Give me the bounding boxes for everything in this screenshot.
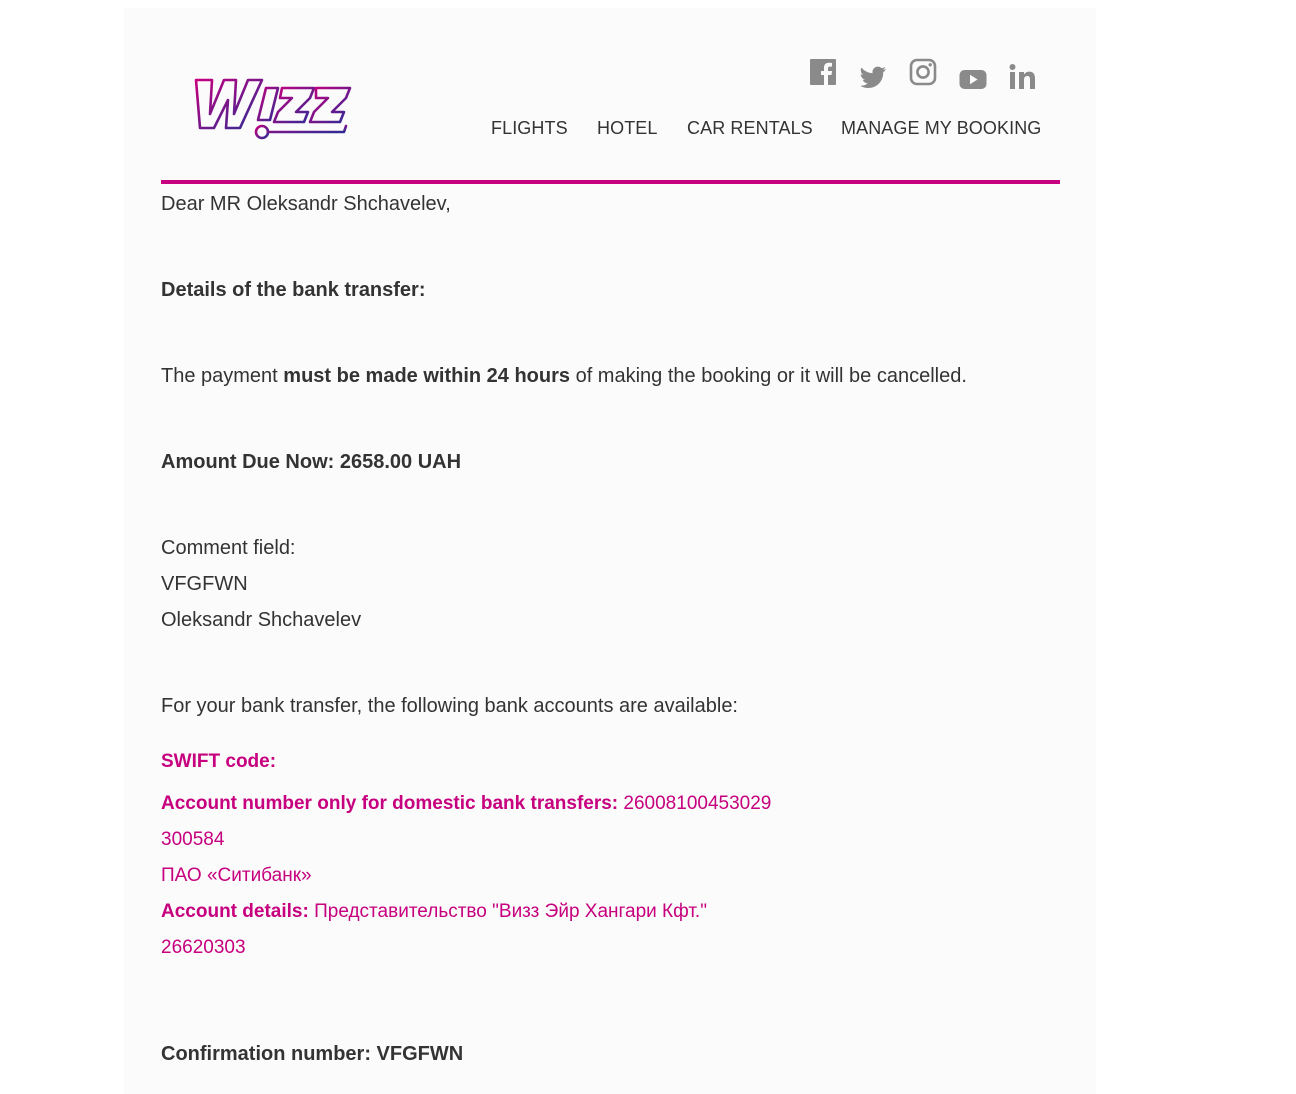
twitter-icon[interactable] xyxy=(859,62,887,92)
nav-car-rentals[interactable]: CAR RENTALS xyxy=(687,118,813,138)
nav-hotel[interactable]: HOTEL xyxy=(597,118,658,138)
comment-code: VFGFWN xyxy=(161,573,248,595)
instagram-icon[interactable] xyxy=(909,58,937,88)
accounts-intro: For your bank transfer, the following bank accounts are available: xyxy=(161,695,738,717)
swift-label: SWIFT code: xyxy=(161,751,277,772)
payment-notice-pre: The payment xyxy=(161,365,284,387)
account-details-value: Представительство "Визз Эйр Хангари Кфт." xyxy=(308,901,707,922)
confirmation-number: Confirmation number: VFGFWN xyxy=(161,1043,464,1065)
wizz-logo[interactable] xyxy=(190,66,360,146)
account-details-label: Account details: xyxy=(161,901,309,922)
account-number xyxy=(161,792,771,816)
account-number-value: 26008100453029 xyxy=(618,793,772,814)
payment-notice-post: of making the booking or it will be cancelled. xyxy=(570,365,967,387)
payment-deadline: must be made within 24 hours xyxy=(283,365,571,387)
account-details xyxy=(161,900,707,924)
header-divider xyxy=(161,180,1060,184)
linkedin-icon[interactable] xyxy=(1009,62,1037,92)
facebook-icon[interactable] xyxy=(809,58,837,88)
details-heading: Details of the bank transfer: xyxy=(161,279,426,301)
nav-manage-my-booking[interactable]: MANAGE MY BOOKING xyxy=(841,118,1042,138)
bank-code: 300584 xyxy=(161,829,225,850)
greeting: Dear MR Oleksandr Shchavelev, xyxy=(161,193,451,215)
comment-label: Comment field: xyxy=(161,537,296,559)
payment-notice xyxy=(161,364,967,388)
nav-flights[interactable]: FLIGHTS xyxy=(491,118,568,138)
amount-due: Amount Due Now: 2658.00 UAH xyxy=(161,451,462,473)
account-number-label: Account number only for domestic bank transfers: xyxy=(161,793,619,814)
comment-name: Oleksandr Shchavelev xyxy=(161,609,362,631)
youtube-icon[interactable] xyxy=(959,64,987,94)
bank-name: ПАО «Ситибанк» xyxy=(161,865,312,886)
account-details-code: 26620303 xyxy=(161,937,246,958)
